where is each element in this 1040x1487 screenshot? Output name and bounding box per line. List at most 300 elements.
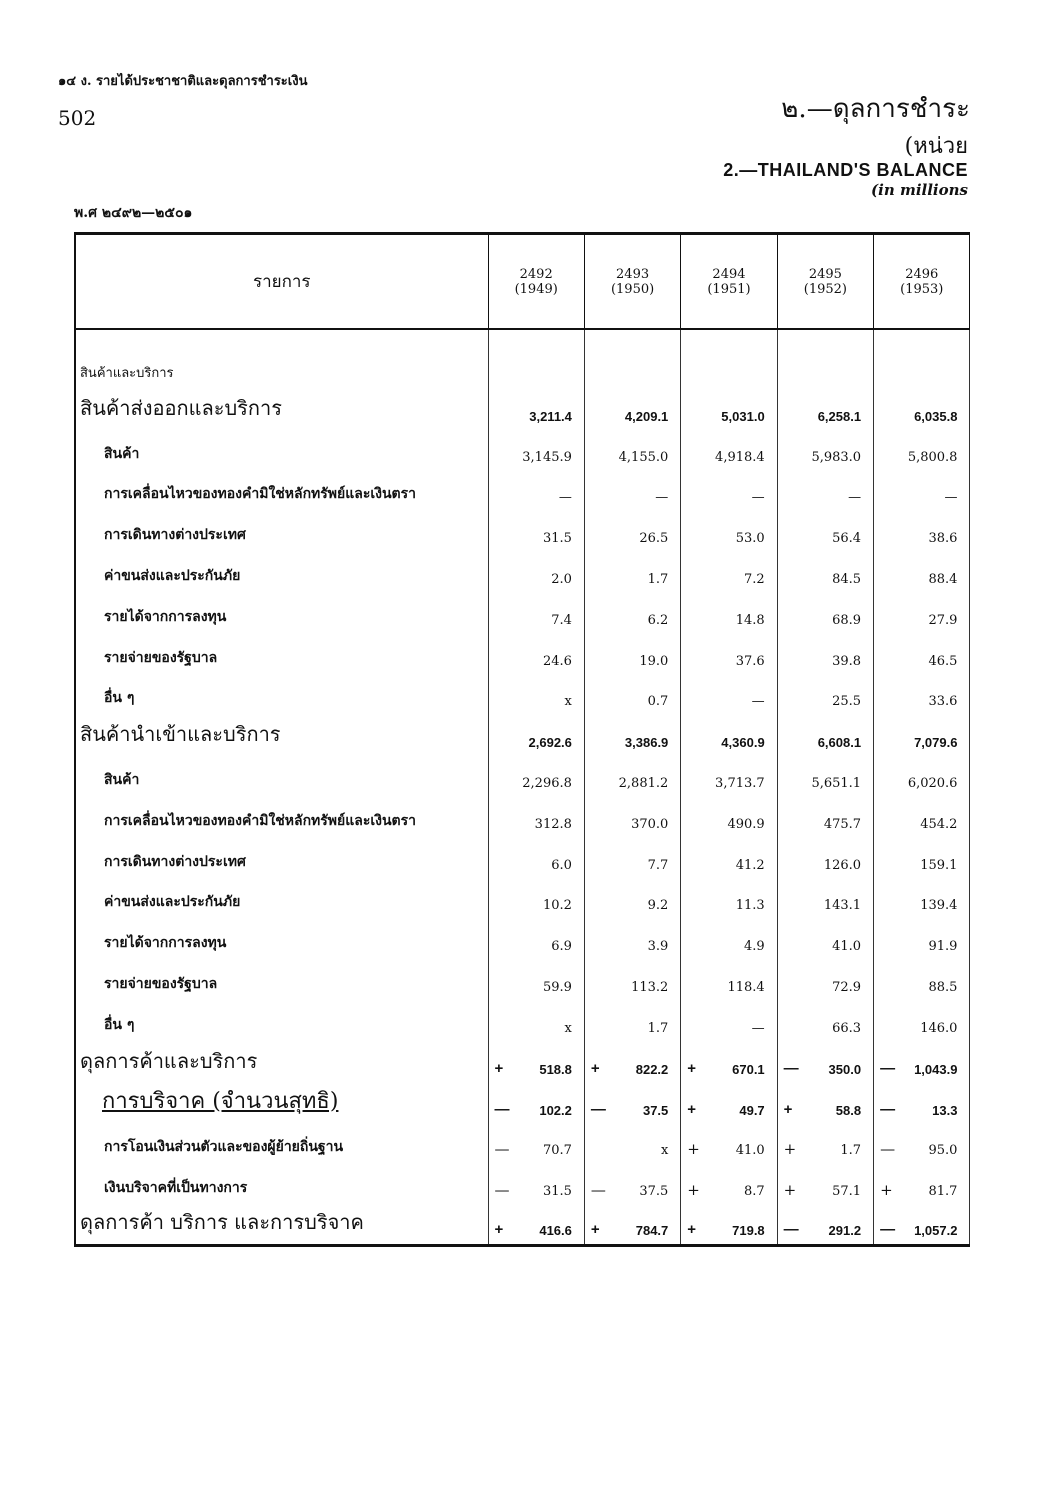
sign-marker: + [494,1059,504,1077]
value-cell [584,634,680,675]
cell-value: x [564,694,572,710]
year-be: 2496 [905,266,939,282]
sign-marker: — [880,1100,896,1118]
cell-value: 66.3 [832,1020,862,1036]
cell-value: 31.5 [542,531,572,547]
row-label [75,797,488,838]
value-cell [777,634,873,675]
row-label [75,838,488,879]
value-cell [488,675,584,716]
cell-value: 37.5 [642,1102,669,1118]
row-label-text: เงินบริจาคที่เป็นทางการ [104,1180,248,1197]
value-cell [488,389,584,430]
cell-value: 5,800.8 [907,449,958,465]
row-label [75,389,488,430]
row-label-text: ค่าขนส่งและประกันภัย [104,567,241,584]
cell-value: 2,296.8 [522,775,572,791]
sign-marker: + [494,1221,504,1239]
value-cell [681,1124,777,1165]
cell-value: 7.7 [647,857,669,873]
value-cell [874,430,970,471]
value-cell [777,593,873,634]
value-cell [681,389,777,430]
table-row [75,797,970,838]
table-row [75,389,970,430]
value-cell [777,919,873,960]
year-ce: (1953) [900,281,944,297]
cell-value: 4,360.9 [721,735,765,751]
cell-value: — [751,1020,765,1036]
year-ce: (1952) [803,281,847,297]
cell-value: 143.1 [823,898,862,914]
sign-marker: + [687,1221,697,1239]
value-cell [584,1042,680,1083]
value-cell [488,634,584,675]
year-be: 2495 [808,266,842,282]
header-item-label: รายการ [75,234,488,330]
year-header [488,234,584,330]
row-label-text: การเคลื่อนไหวของทองคำมิใช่หลักทรัพย์และเงินตรา [104,486,417,503]
cell-value: 4.9 [743,939,765,955]
value-cell [681,471,777,512]
row-label-text: การเคลื่อนไหวของทองคำมิใช่หลักทรัพย์และเงินตรา [104,812,417,829]
value-cell [488,511,584,552]
value-cell [681,1083,777,1124]
cell-value: 291.2 [828,1223,862,1239]
row-label [75,430,488,471]
row-label [75,511,488,552]
cell-value: 146.0 [920,1020,958,1036]
row-label-text: อื่น ๆ [104,1016,135,1033]
value-cell [681,511,777,552]
table-row [75,430,970,471]
value-cell [874,1001,970,1042]
row-label [75,593,488,634]
cell-value: 19.0 [639,653,669,669]
value-cell [681,715,777,756]
table-row [75,1164,970,1205]
cell-value: 518.8 [539,1061,572,1077]
value-cell [681,919,777,960]
cell-value: 56.4 [832,531,862,547]
cell-value: — [751,694,765,710]
value-cell [584,593,680,634]
row-label-text: สินค้า [104,771,140,788]
year-header [777,234,873,330]
table-row [75,471,970,512]
value-cell [584,329,680,389]
cell-value: 72.9 [832,979,862,995]
table-row [75,634,970,675]
value-cell [488,329,584,389]
value-cell [874,511,970,552]
row-label-text: รายได้จากการลงทุน [104,935,227,952]
cell-value: 6,258.1 [817,408,862,424]
value-cell [584,756,680,797]
row-label-text: การเดินทางต่างประเทศ [104,853,246,870]
cell-value: 4,209.1 [624,408,669,424]
table-row [75,511,970,552]
value-cell [488,593,584,634]
row-label [75,471,488,512]
year-be: 2493 [616,266,650,282]
cell-value: 41.2 [735,857,765,873]
cell-value: 49.7 [739,1102,765,1118]
cell-value: 350.0 [828,1061,862,1077]
cell-value: 3,145.9 [522,449,572,465]
table-row [75,329,970,389]
value-cell [584,919,680,960]
value-cell [681,960,777,1001]
row-label [75,960,488,1001]
table-row [75,552,970,593]
cell-value: 13.3 [932,1102,958,1118]
cell-value: 6,608.1 [817,735,862,751]
cell-value: 3.9 [647,939,669,955]
row-label-text: การโอนเงินส่วนตัวและของผู้ย้ายถิ่นฐาน [104,1139,344,1156]
row-label [75,1164,488,1205]
value-cell [777,552,873,593]
value-cell [488,715,584,756]
cell-value: 490.9 [727,816,765,832]
value-cell [488,838,584,879]
row-label-text: ดุลการค้า บริการ และการบริจาค [80,1210,364,1235]
unit-label-thai: (หน่วย [904,134,968,159]
cell-value: 113.2 [631,979,669,995]
row-label-text: สินค้าส่งออกและบริการ [80,395,283,420]
value-cell [777,879,873,920]
value-cell [777,960,873,1001]
cell-value: 88.4 [928,571,958,587]
value-cell [584,471,680,512]
sign-marker: — [880,1221,896,1239]
cell-value: — [655,490,669,506]
balance-table [74,232,970,1247]
cell-value: 46.5 [928,653,958,669]
cell-value: 5,031.0 [721,408,765,424]
row-label-text: ดุลการค้าและบริการ [80,1048,258,1073]
cell-value: 2.0 [551,571,572,587]
year-be: 2492 [519,266,553,282]
cell-value: 41.0 [735,1143,765,1159]
row-label-text: การเดินทางต่างประเทศ [104,527,246,544]
table-row [75,1124,970,1165]
value-cell [681,329,777,389]
cell-value: 88.5 [928,979,958,995]
cell-value: 24.6 [542,653,572,669]
running-header: ๑๔ ง. รายได้ประชาชาติและดุลการชำระเงิน [58,74,308,89]
cell-value: 6.0 [551,857,572,873]
value-cell [488,1124,584,1165]
table-row [75,919,970,960]
value-cell [681,838,777,879]
value-cell [488,1164,584,1205]
value-cell [874,715,970,756]
value-cell [488,1205,584,1246]
value-cell [874,675,970,716]
cell-value: 670.1 [732,1061,765,1077]
sign-marker: + [880,1181,893,1200]
row-label [75,756,488,797]
value-cell [874,552,970,593]
table-row [75,1083,970,1124]
cell-value: 159.1 [920,857,958,873]
cell-value: 822.2 [635,1061,669,1077]
value-cell [488,756,584,797]
row-label [75,552,488,593]
value-cell [584,1083,680,1124]
table-row [75,1042,970,1083]
table-row [75,715,970,756]
cell-value: 59.9 [542,979,572,995]
value-cell [777,1205,873,1246]
sign-marker: — [494,1100,510,1118]
sign-marker: + [687,1140,700,1159]
value-cell [488,1042,584,1083]
cell-value: 9.2 [647,898,669,914]
value-cell [681,1205,777,1246]
year-be: 2494 [712,266,746,282]
cell-value: 416.6 [539,1223,572,1239]
cell-value: 139.4 [920,898,958,914]
cell-value: 91.9 [928,939,958,955]
cell-value: 39.8 [832,653,862,669]
row-label [75,329,488,389]
row-label-text: อื่น ๆ [104,690,135,707]
cell-value: x [660,1143,669,1159]
cell-value: 68.9 [832,612,862,628]
year-header [584,234,680,330]
value-cell [681,756,777,797]
cell-value: 41.0 [832,939,862,955]
value-cell [874,634,970,675]
cell-value: 719.8 [732,1223,765,1239]
value-cell [874,960,970,1001]
value-cell [681,1164,777,1205]
cell-value: 3,211.4 [529,408,572,424]
table-row [75,838,970,879]
value-cell [681,1001,777,1042]
value-cell [777,329,873,389]
cell-value: 25.5 [832,694,862,710]
cell-value: 6,020.6 [907,775,958,791]
value-cell [874,389,970,430]
row-label-text: รายจ่ายของรัฐบาล [104,649,218,666]
table-row [75,960,970,1001]
cell-value: 4,918.4 [715,449,765,465]
cell-value: 5,983.0 [811,449,862,465]
value-cell [584,838,680,879]
value-cell [777,471,873,512]
sign-marker: — [880,1140,896,1159]
row-label-text: รายจ่ายของรัฐบาล [104,975,218,992]
cell-value: 10.2 [542,898,572,914]
year-header [681,234,777,330]
unit-label-english: (in millions [871,181,968,199]
cell-value: 1.7 [840,1143,862,1159]
value-cell [488,1001,584,1042]
period-label: พ.ศ ๒๔๙๒—๒๕๐๑ [74,205,193,221]
value-cell [874,1205,970,1246]
year-ce: (1951) [707,281,751,297]
cell-value: — [848,490,862,506]
table-row [75,1205,970,1246]
value-cell [584,797,680,838]
cell-value: 8.7 [743,1184,765,1200]
header-row [75,234,970,330]
sign-marker: — [494,1181,510,1200]
cell-value: 6.9 [551,939,572,955]
value-cell [777,1001,873,1042]
value-cell [777,797,873,838]
cell-value: 118.4 [727,979,765,995]
value-cell [777,430,873,471]
sign-marker: — [783,1059,799,1077]
value-cell [777,715,873,756]
cell-value: 102.2 [539,1102,572,1118]
value-cell [874,838,970,879]
value-cell [584,511,680,552]
sign-marker: + [687,1100,697,1118]
row-label [75,1001,488,1042]
value-cell [488,879,584,920]
row-label [75,634,488,675]
row-label [75,1083,488,1124]
sign-marker: + [783,1140,797,1159]
row-label-text: สินค้านำเข้าและบริการ [80,722,281,747]
cell-value: 38.6 [928,531,958,547]
value-cell [488,430,584,471]
value-cell [488,552,584,593]
value-cell [874,593,970,634]
row-label-text: สินค้าและบริการ [80,366,174,381]
value-cell [681,552,777,593]
sign-marker: — [590,1100,606,1118]
value-cell [874,756,970,797]
sign-marker: — [880,1059,896,1077]
cell-value: 454.2 [920,816,958,832]
sign-marker: + [590,1221,600,1239]
value-cell [874,1042,970,1083]
value-cell [584,552,680,593]
value-cell [584,1164,680,1205]
value-cell [681,675,777,716]
cell-value: 1.7 [647,1020,669,1036]
cell-value: 84.5 [832,571,862,587]
value-cell [584,1124,680,1165]
value-cell [874,919,970,960]
sign-marker: — [494,1140,510,1159]
year-ce: (1949) [514,281,558,297]
table-row [75,879,970,920]
cell-value: 70.7 [542,1143,572,1159]
sign-marker: + [783,1181,797,1200]
table-title-thai: ๒.—ดุลการชำระ [781,94,970,124]
cell-value: 7.2 [743,571,765,587]
table-row [75,593,970,634]
row-label [75,715,488,756]
cell-value: 475.7 [823,816,862,832]
cell-value: 126.0 [823,857,862,873]
sign-marker: + [590,1059,600,1077]
value-cell [584,389,680,430]
value-cell [874,1124,970,1165]
value-cell [874,1083,970,1124]
value-cell [488,960,584,1001]
table-row [75,756,970,797]
row-label-text: ค่าขนส่งและประกันภัย [104,894,241,911]
cell-value: 81.7 [928,1184,958,1200]
table-row [75,1001,970,1042]
sign-marker: — [590,1181,606,1200]
value-cell [488,471,584,512]
cell-value: — [558,490,572,506]
cell-value: 1,043.9 [914,1061,958,1077]
value-cell [681,430,777,471]
cell-value: 2,881.2 [618,775,669,791]
cell-value: 1,057.2 [914,1223,958,1239]
page-number: 502 [58,106,97,130]
value-cell [777,511,873,552]
value-cell [584,1001,680,1042]
value-cell [681,1042,777,1083]
year-ce: (1950) [610,281,655,297]
cell-value: 58.8 [835,1102,862,1118]
value-cell [777,838,873,879]
value-cell [681,634,777,675]
row-label [75,1205,488,1246]
row-label-text: สินค้า [104,445,140,462]
value-cell [681,797,777,838]
cell-value: 53.0 [735,531,765,547]
row-label [75,1042,488,1083]
cell-value: 2,692.6 [528,735,572,751]
cell-value: 4,155.0 [618,449,669,465]
cell-value: 5,651.1 [811,775,862,791]
row-label-text: การบริจาค (จำนวนสุทธิ) [102,1088,339,1114]
value-cell [584,1205,680,1246]
value-cell [777,756,873,797]
value-cell [777,1124,873,1165]
value-cell [584,960,680,1001]
value-cell [584,675,680,716]
cell-value: x [564,1020,572,1036]
value-cell [488,797,584,838]
cell-value: — [751,490,765,506]
cell-value: 11.3 [735,898,765,914]
row-label-text: รายได้จากการลงทุน [104,608,227,625]
table-body [75,329,970,1246]
cell-value: 31.5 [542,1184,572,1200]
cell-value: 26.5 [639,531,669,547]
cell-value: 7,079.6 [914,735,958,751]
value-cell [584,715,680,756]
cell-value: 7.4 [551,612,572,628]
cell-value: 57.1 [832,1184,862,1200]
value-cell [681,879,777,920]
value-cell [874,329,970,389]
cell-value: 3,386.9 [624,735,669,751]
sign-marker: + [687,1059,697,1077]
sign-marker: — [783,1221,799,1239]
table-row [75,675,970,716]
value-cell [874,1164,970,1205]
cell-value: 95.0 [928,1143,958,1159]
cell-value: 784.7 [635,1223,669,1239]
value-cell [874,797,970,838]
cell-value: 37.5 [639,1184,669,1200]
value-cell [488,919,584,960]
